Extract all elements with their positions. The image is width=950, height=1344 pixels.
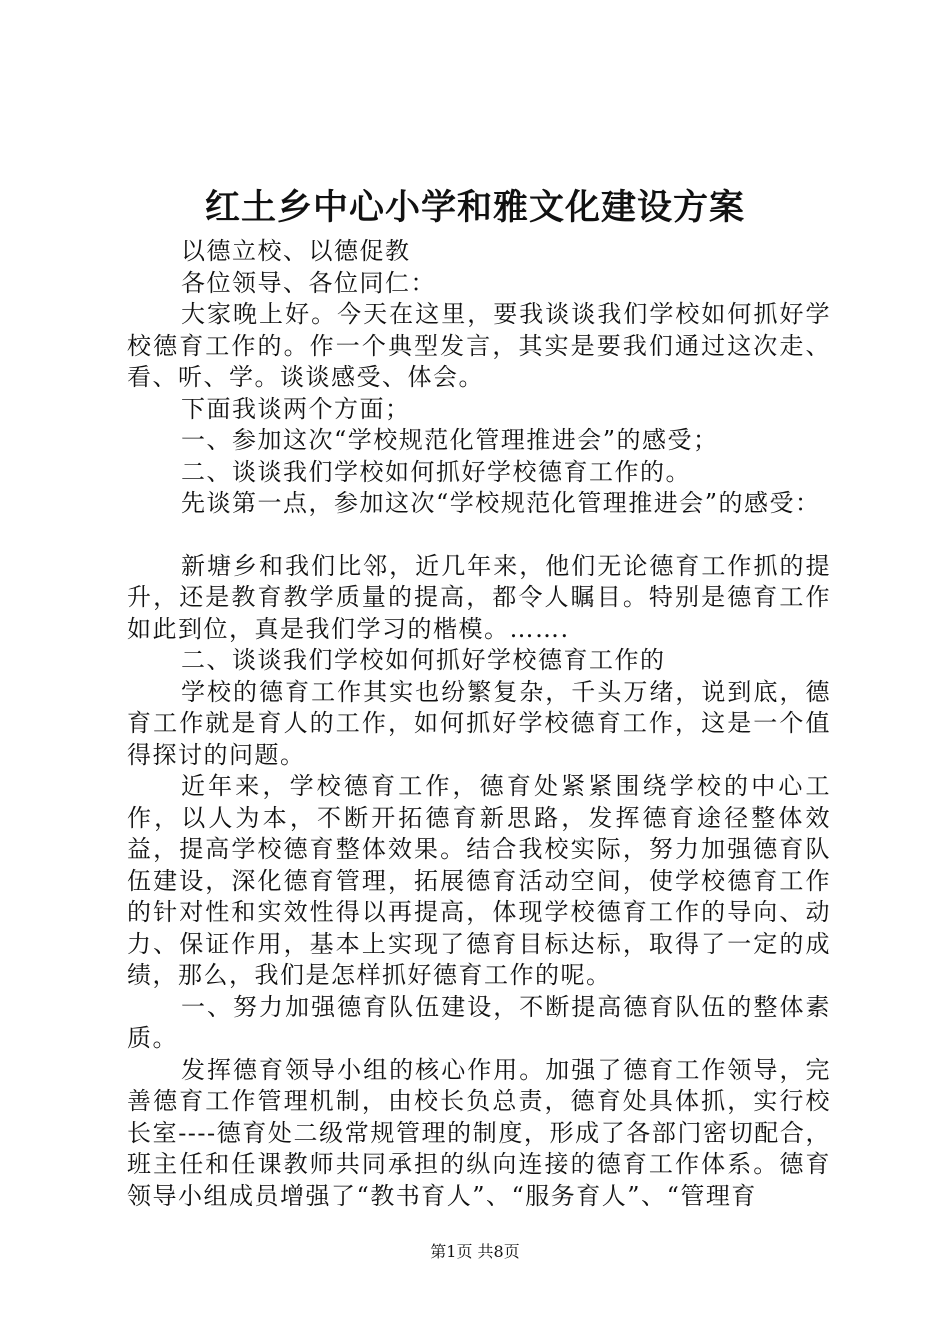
paragraph: 一、参加这次“学校规范化管理推进会”的感受； xyxy=(181,426,719,454)
paragraph: 近年来，学校德育工作，德育处紧紧围绕学校的中心工作，以人为本，不断开拓德育新思路，发挥德育途径整体效益，提高学校德育整体效果。结合我校实际，努力加强德育队伍建设，深化德育管理，拓展德育活动空间，使学校德育工作的针对性和实效性得以再提高，体现学校德育工作的导向、动力、保证作用，基本上实现了德育目标达标，取得了一定的成绩，那么，我们是怎样抓好德育工作的呢。 xyxy=(127,772,831,989)
paragraph: 先谈第一点，参加这次“学校规范化管理推进会”的感受： xyxy=(181,489,821,517)
paragraph: 大家晚上好。今天在这里，要我谈谈我们学校如何抓好学校德育工作的。作一个典型发言，其实是要我们通过这次走、看、听、学。谈谈感受、体会。 xyxy=(127,300,831,391)
document-body xyxy=(127,236,831,1212)
paragraph: 一、努力加强德育队伍建设，不断提高德育队伍的整体素质。 xyxy=(127,992,831,1052)
paragraph: 发挥德育领导小组的核心作用。加强了德育工作领导，完善德育工作管理机制，由校长负总责，德育处具体抓，实行校长室----德育处二级常规管理的制度，形成了各部门密切配合，班主任和任课教师共同承担的纵向连接的德育工作体系。德育领导小组成员增强了“教书育人”、“服务育人”、“管理育 xyxy=(127,1055,831,1210)
paragraph: 二、谈谈我们学校如何抓好学校德育工作的 xyxy=(181,646,666,674)
paragraph: 新塘乡和我们比邻，近几年来，他们无论德育工作抓的提升，还是教育教学质量的提高，都令人瞩目。特别是德育工作如此到位，真是我们学习的楷模。……. xyxy=(127,551,831,643)
paragraph: 二、谈谈我们学校如何抓好学校德育工作的。 xyxy=(181,457,691,486)
paragraph: 以德立校、以德促教 xyxy=(181,237,411,265)
document-title: 红土乡中心小学和雅文化建设方案 xyxy=(204,187,745,228)
paragraph: 各位领导、各位同仁： xyxy=(181,268,436,297)
paragraph: 下面我谈两个方面； xyxy=(181,394,411,423)
paragraph: 学校的德育工作其实也纷繁复杂，千头万绪，说到底，德育工作就是育人的工作，如何抓好学校德育工作，这是一个值得探讨的问题。 xyxy=(127,677,831,769)
page-number-footer: 第1页 共8页 xyxy=(430,1242,520,1261)
blank-line xyxy=(127,520,831,551)
